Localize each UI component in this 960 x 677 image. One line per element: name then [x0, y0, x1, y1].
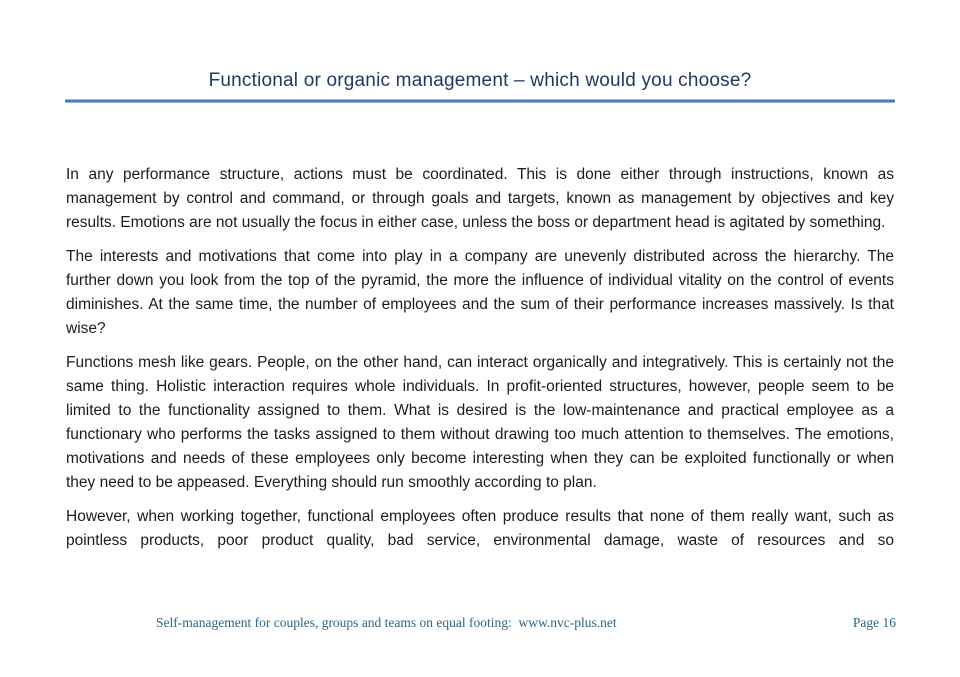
page-footer: [66, 615, 896, 631]
title-underline-rule: [65, 99, 895, 103]
body-text: [66, 163, 894, 553]
title-block: [66, 70, 894, 92]
body-paragraph-4: However, when working together, functional employees often produce results that none of them really want, such as pointless products, poor product quality, bad service, environmental damage, waste of resources and so: [66, 508, 894, 549]
body-paragraph-3: Functions mesh like gears. People, on the other hand, can interact organically and integratively. This is certainly not the same thing. Holistic interaction requires whole individuals. In profit-oriented structures, however, people seem to be limited to the functionality assigned to them. What is desired is the low-maintenance and practical employee as a functionary who performs the tasks assigned to them without drawing too much attention to themselves. The emotions, motivations and needs of these employees only become interesting when they can be exploited functionally or when they need to be appeased. Everything should run smoothly according to plan.: [66, 354, 894, 491]
page-title: Functional or organic management – which would you choose?: [208, 70, 752, 91]
footer-tagline: Self-management for couples, groups and teams on equal footing: www.nvc-plus.net: [156, 615, 617, 630]
body-paragraph-1: In any performance structure, actions must be coordinated. This is done either through instructions, known as management by control and command, or through goals and targets, known as management by objectives and key results. Emotions are not usually the focus in either case, unless the boss or department head is agitated by something.: [66, 166, 894, 231]
page-number: Page 16: [852, 615, 896, 630]
body-paragraph-2: The interests and motivations that come into play in a company are unevenly distributed across the hierarchy. The further down you look from the top of the pyramid, the more the influence of individual vitality on the control of events diminishes. At the same time, the number of employees and the sum of their performance increases massively. Is that wise?: [66, 248, 894, 337]
